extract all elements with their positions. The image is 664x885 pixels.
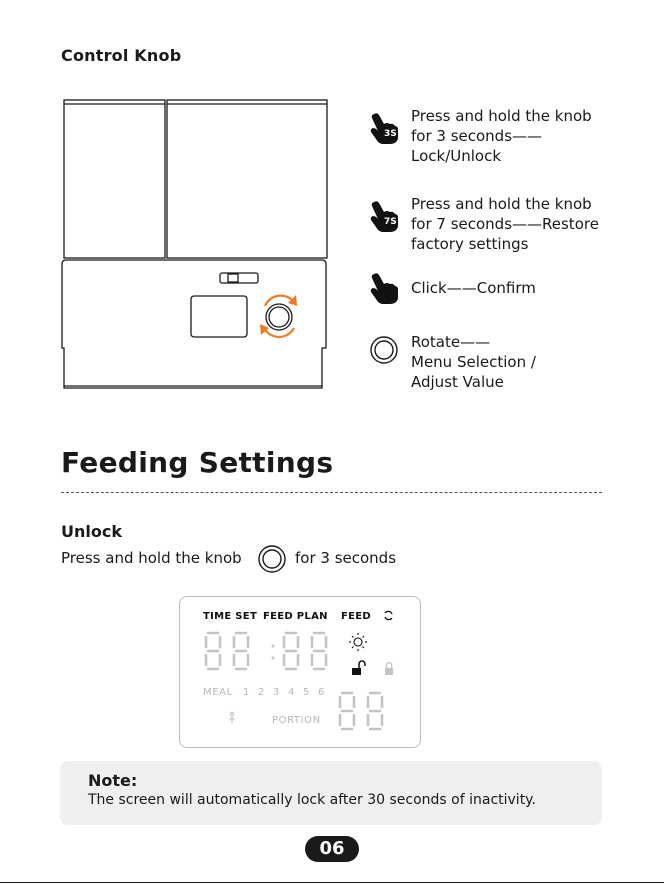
hand-click-icon (368, 270, 400, 306)
unlock-instruction-start: Press and hold the knob (61, 549, 242, 567)
svg-text:7S: 7S (384, 217, 397, 227)
locked-icon (385, 663, 393, 676)
page-number: 06 (305, 836, 359, 862)
lcd-meal-number: 1 (243, 687, 250, 698)
hand-press-icon (368, 110, 400, 146)
note-text: The screen will automatically lock after 30 seconds of inactivity. (88, 792, 536, 808)
section-divider (61, 492, 602, 493)
light-icon (349, 633, 367, 651)
lcd-meal-number: 2 (258, 687, 265, 698)
lcd-meal-number: 4 (288, 687, 295, 698)
lcd-portion-label: PORTION (272, 715, 321, 726)
bottom-rule (0, 882, 664, 883)
lcd-feed-plan-label: FEED PLAN (263, 611, 328, 622)
instruction-rotate: Rotate—— Menu Selection / Adjust Value (411, 333, 536, 391)
section-title-control-knob: Control Knob (61, 46, 182, 65)
instruction-click: Click——Confirm (411, 279, 536, 297)
lcd-meal-label: MEAL (203, 687, 233, 698)
instruction-hold-7s: Press and hold the knob for 7 seconds——Restore factory settings (411, 195, 599, 253)
person-icon (229, 712, 235, 723)
unlocked-icon (352, 661, 365, 675)
section-title-feeding-settings: Feeding Settings (61, 446, 334, 479)
instruction-hold-3s: Press and hold the knob for 3 seconds—— Lock/Unlock (411, 107, 592, 165)
feeder-device-illustration (58, 96, 332, 396)
svg-text:3S: 3S (384, 129, 397, 139)
lcd-time-set-label: TIME SET (203, 611, 258, 622)
subsection-title-unlock: Unlock (61, 522, 122, 541)
lcd-meal-number: 3 (273, 687, 280, 698)
sync-icon (385, 611, 392, 619)
hand-press-icon (368, 198, 400, 234)
knob-icon (369, 335, 399, 365)
knob-icon (257, 544, 287, 574)
unlock-instruction-end: for 3 seconds (295, 549, 397, 567)
note-title: Note: (88, 771, 138, 790)
lcd-meal-number: 6 (318, 687, 325, 698)
lcd-feed-label: FEED (341, 611, 371, 622)
lcd-meal-number: 5 (303, 687, 310, 698)
